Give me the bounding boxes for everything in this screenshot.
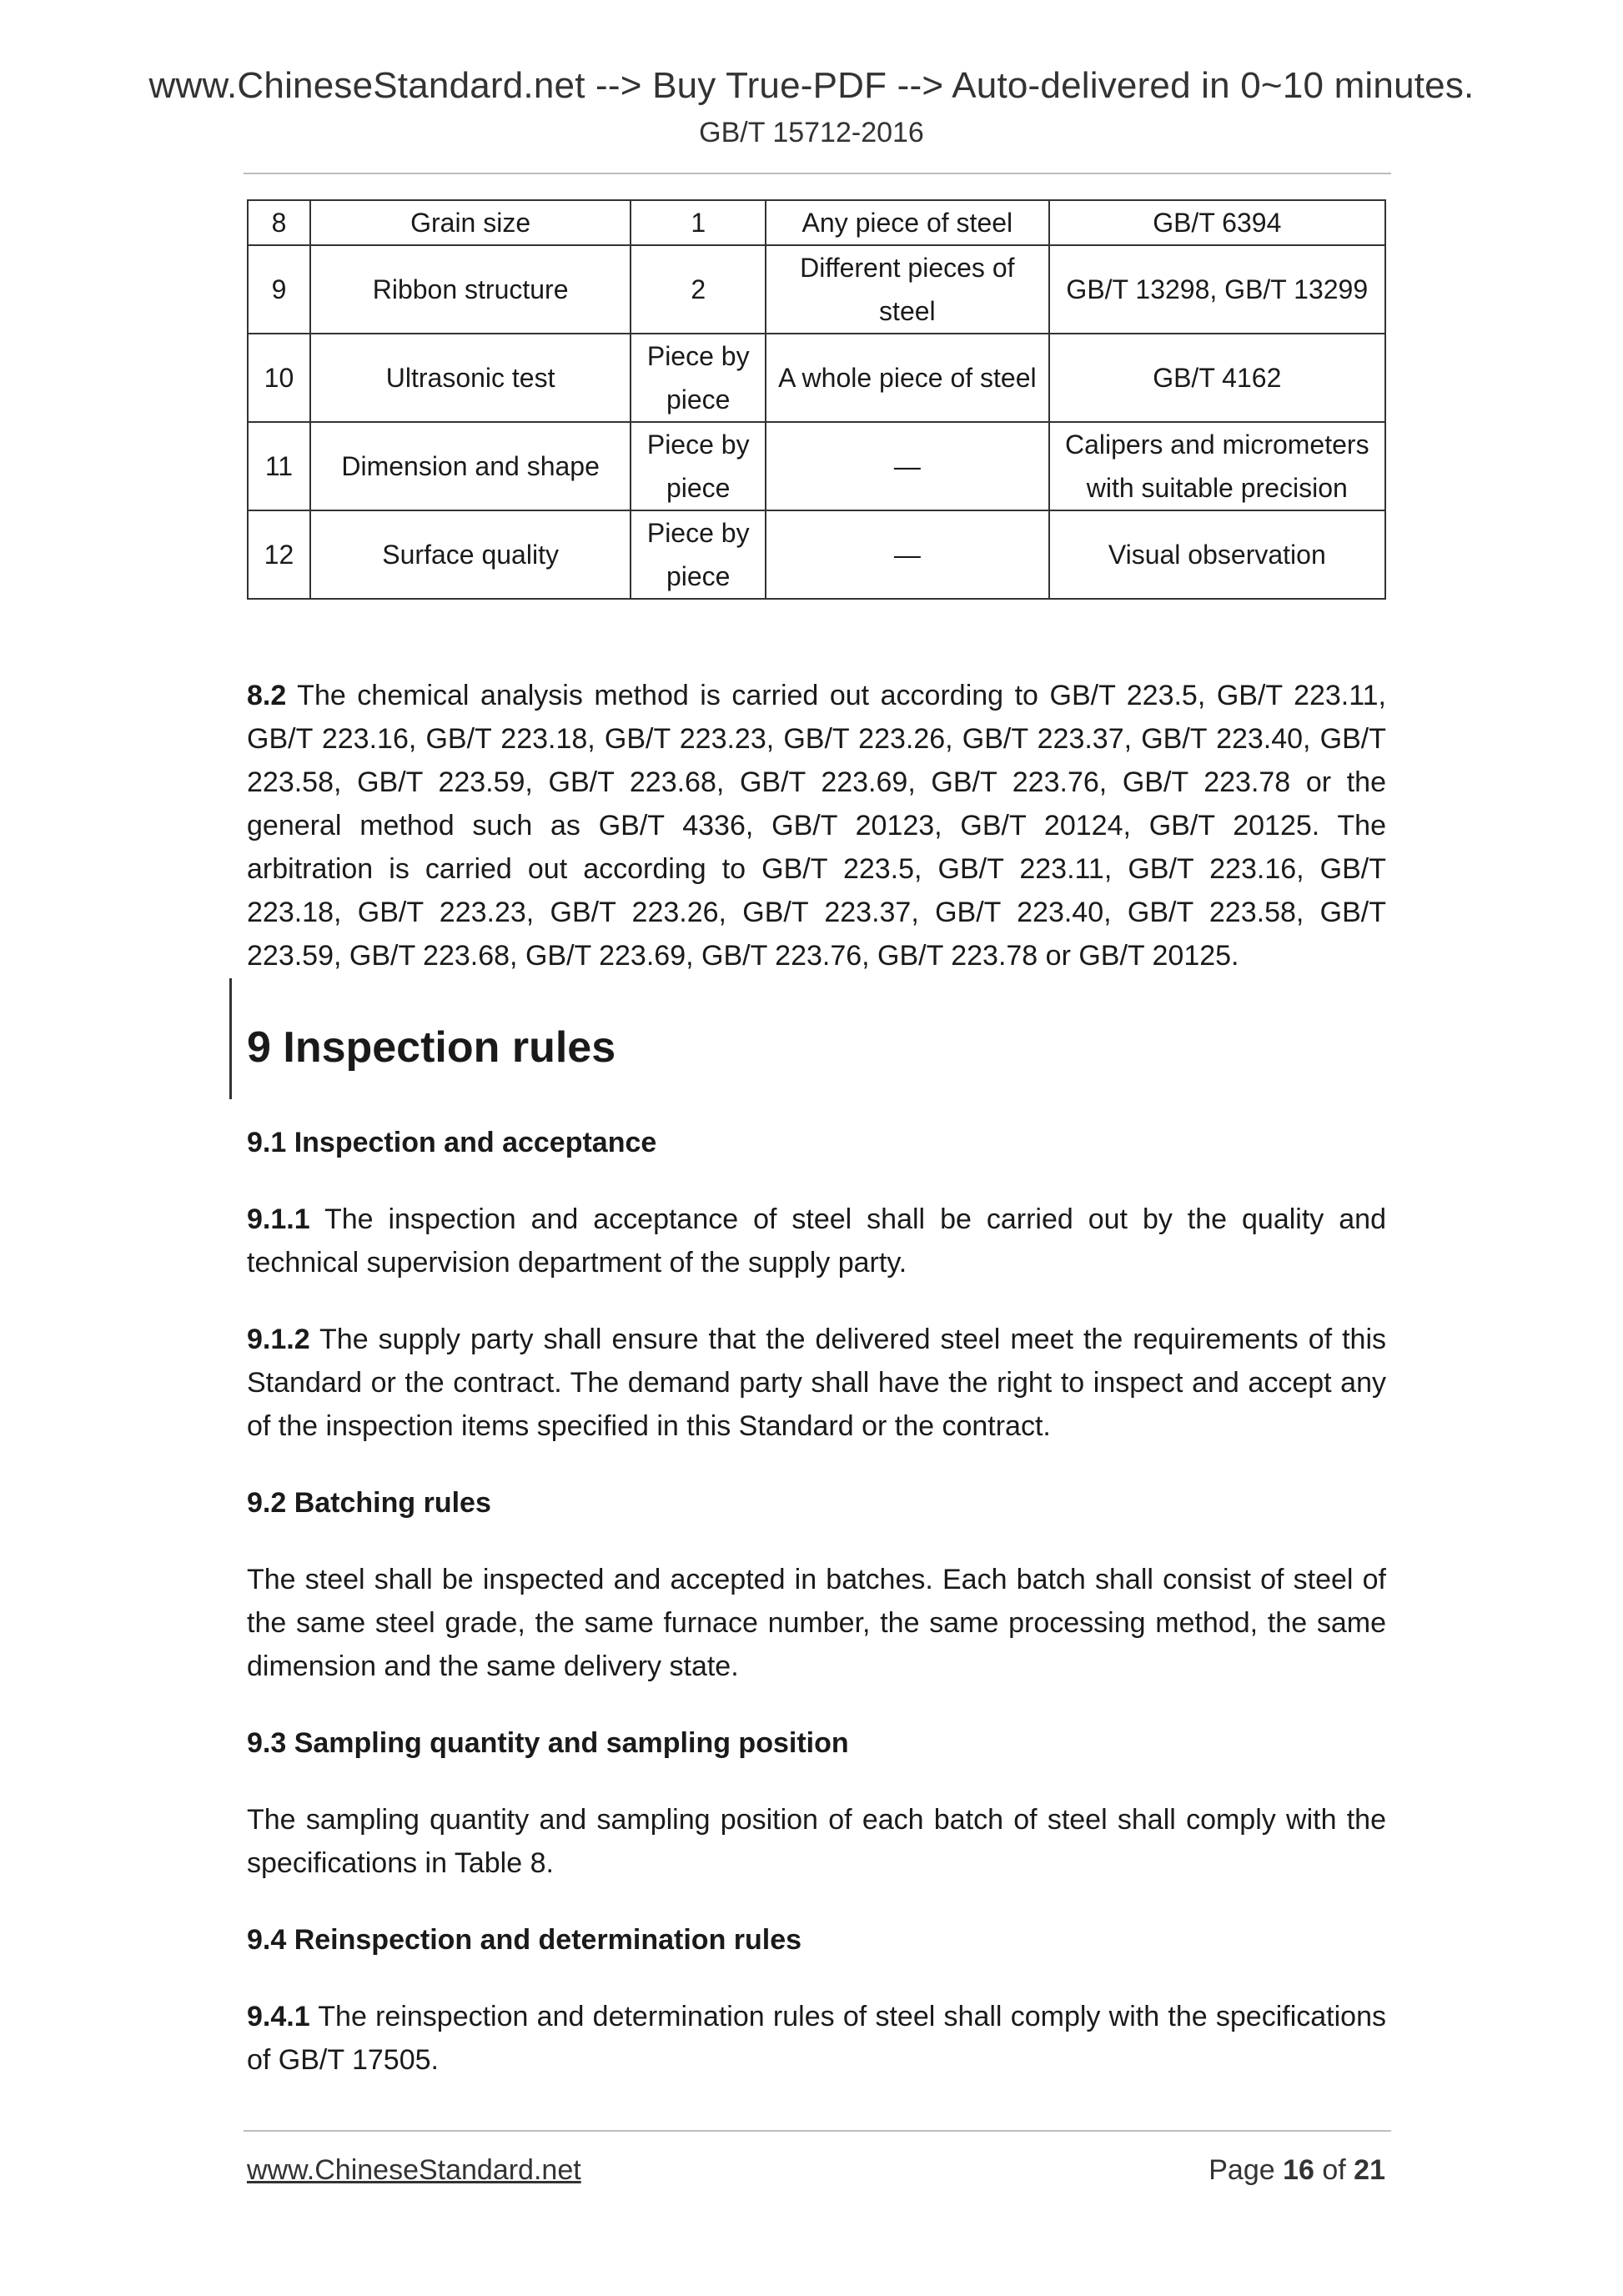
table-cell-method: Calipers and micrometers with suitable precision: [1049, 422, 1385, 510]
page-of-label: of: [1314, 2154, 1354, 2186]
table-cell-quantity: Piece by piece: [631, 422, 766, 510]
table-cell-position: Different pieces of steel: [766, 245, 1048, 334]
table-cell-position: A whole piece of steel: [766, 334, 1048, 422]
table-cell-item: Ribbon structure: [310, 245, 631, 334]
document-id: GB/T 15712-2016: [699, 117, 924, 148]
subsection-title: 9.1 Inspection and acceptance: [247, 1127, 657, 1158]
clause-9-1-1: [247, 1198, 1386, 1284]
table-cell-position: —: [766, 510, 1048, 599]
table-row: [248, 200, 1385, 245]
subsection-title: 9.2 Batching rules: [247, 1487, 491, 1519]
table-cell-quantity: Piece by piece: [631, 334, 766, 422]
table-cell-item: Surface quality: [310, 510, 631, 599]
table-row: [248, 245, 1385, 334]
clause-text: The chemical analysis method is carried out according to GB/T 223.5, GB/T 223.11, GB/T 223.16, GB/T 223.18, GB/T 223.23, GB/T 223.26, GB/T 223.37, GB/T 223.40, GB/T 223.58, GB/T 223.59, GB/T 223.68, GB/T 223.69, GB/T 223.76, GB/T 223.78 or the general method such as GB/T 4336, GB/T 20123, GB/T 20124, GB/T 20125. The arbitration is carried out according to GB/T 223.5, GB/T 223.11, GB/T 223.16, GB/T 223.18, GB/T 223.23, GB/T 223.26, GB/T 223.37, GB/T 223.40, GB/T 223.58, GB/T 223.59, GB/T 223.68, GB/T 223.69, GB/T 223.76, GB/T 223.78 or GB/T 20125.: [247, 680, 1386, 972]
paragraph: The steel shall be inspected and accepted in batches. Each batch shall consist of steel of the same steel grade, the same furnace number, the same processing method, the same dimension and the same delivery state.: [247, 1564, 1386, 1682]
table-row: [248, 510, 1385, 599]
document-body: [247, 674, 1386, 2115]
paragraph: The sampling quantity and sampling position of each batch of steel shall comply with the specifications in Table 8.: [247, 1804, 1386, 1879]
table-cell-no: 11: [248, 422, 310, 510]
page-indicator: [1208, 2154, 1385, 2187]
table-row: [248, 334, 1385, 422]
page-current: 16: [1283, 2154, 1314, 2186]
table-row: [248, 422, 1385, 510]
subsection-title: 9.4 Reinspection and determination rules: [247, 1924, 802, 1956]
table-cell-no: 8: [248, 200, 310, 245]
section-title: 9 Inspection rules: [247, 1023, 616, 1072]
clause-number: 8.2: [247, 680, 287, 711]
revision-bar: [229, 978, 232, 1099]
inspection-table: [247, 199, 1386, 600]
footer-website-link[interactable]: www.ChineseStandard.net: [247, 2154, 581, 2186]
table-cell-method: GB/T 6394: [1049, 200, 1385, 245]
table-cell-quantity: 1: [631, 200, 766, 245]
clause-text: The reinspection and determination rules of steel shall comply with the specifications of GB/T 17505.: [247, 2001, 1386, 2076]
page-total: 21: [1354, 2154, 1385, 2186]
table-cell-no: 10: [248, 334, 310, 422]
table-cell-no: 12: [248, 510, 310, 599]
clause-8-2: [247, 674, 1386, 977]
clause-text: The inspection and acceptance of steel shall be carried out by the quality and technical supervision department of the supply party.: [247, 1203, 1386, 1279]
clause-number: 9.1.1: [247, 1203, 310, 1235]
table-cell-quantity: 2: [631, 245, 766, 334]
clause-text: The supply party shall ensure that the delivered steel meet the requirements of this Standard or the contract. The demand party shall have the right to inspect and accept any of the inspection items specified in this Standard or the contract.: [247, 1324, 1386, 1442]
table-cell-method: GB/T 4162: [1049, 334, 1385, 422]
subsection-title: 9.3 Sampling quantity and sampling position: [247, 1727, 849, 1759]
clause-number: 9.1.2: [247, 1324, 310, 1355]
clause-9-4-1: [247, 1995, 1386, 2082]
table-cell-quantity: Piece by piece: [631, 510, 766, 599]
table-cell-method: GB/T 13298, GB/T 13299: [1049, 245, 1385, 334]
clause-number: 9.4.1: [247, 2001, 310, 2032]
table-cell-position: Any piece of steel: [766, 200, 1048, 245]
table-cell-item: Ultrasonic test: [310, 334, 631, 422]
table-cell-item: Dimension and shape: [310, 422, 631, 510]
table-cell-position: —: [766, 422, 1048, 510]
table-cell-item: Grain size: [310, 200, 631, 245]
clause-9-1-2: [247, 1318, 1386, 1448]
footer-divider: [244, 2130, 1391, 2132]
page-label: Page: [1208, 2154, 1284, 2186]
header-divider: [244, 173, 1391, 174]
header-banner: www.ChineseStandard.net --> Buy True-PDF --> Auto-delivered in 0~10 minutes.: [148, 65, 1475, 106]
table-cell-method: Visual observation: [1049, 510, 1385, 599]
table-cell-no: 9: [248, 245, 310, 334]
